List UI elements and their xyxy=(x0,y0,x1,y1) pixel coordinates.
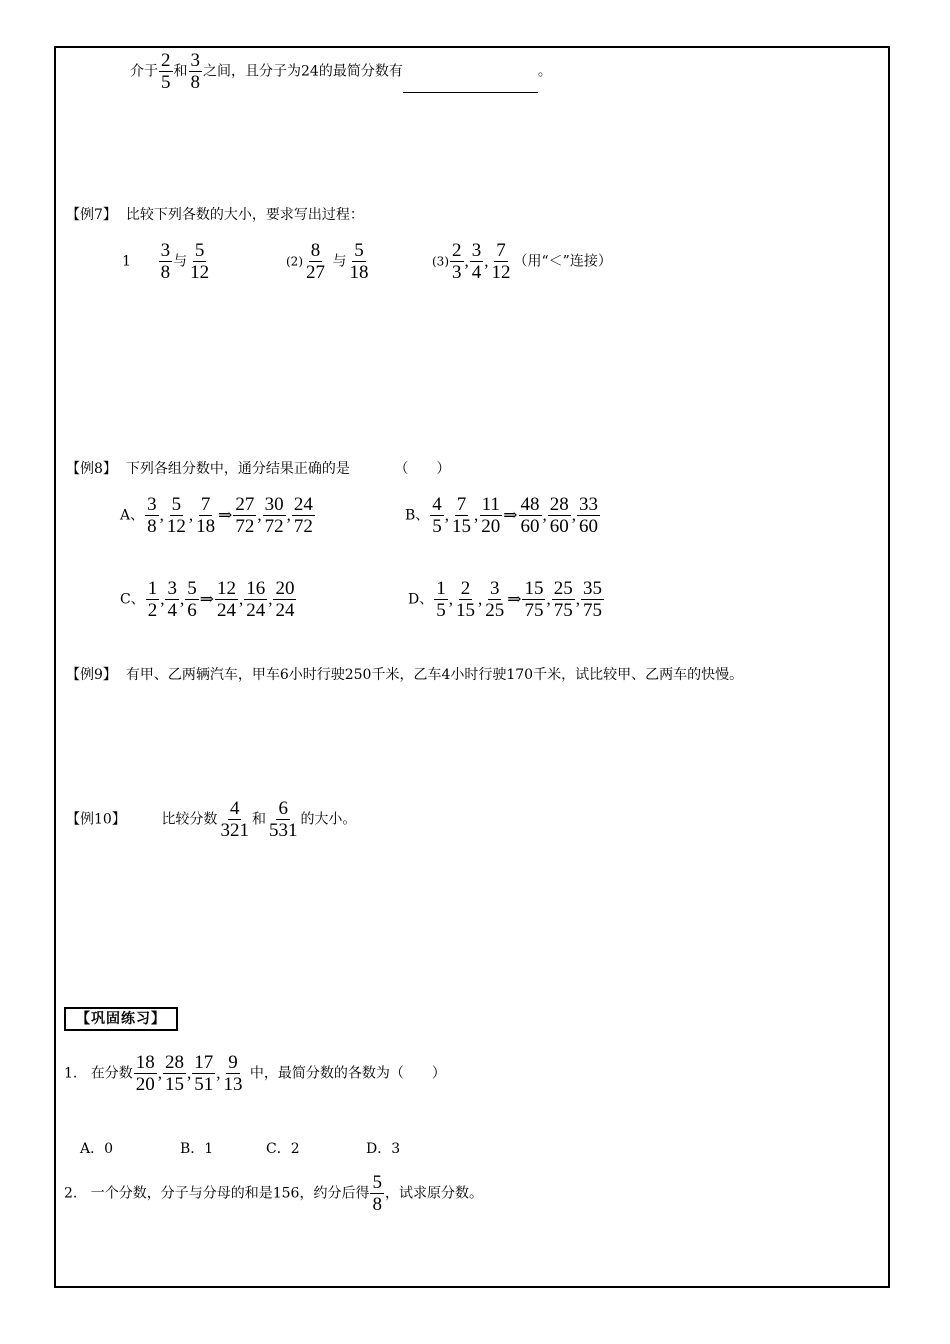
fraction: $\frac{7}{12}$ xyxy=(491,240,511,283)
ex8-option-c[interactable]: C、 $\frac{1}{2}$ , $\frac{3}{4}$ , $\frac{5}{6}$ ⇒ $\frac{12}{24}$ , $\frac{16}{24}$ , $\frac{20}{24}$ xyxy=(120,578,295,621)
q1-option-b[interactable]: B．1 xyxy=(180,1141,214,1157)
ex10-label: 【例10】 xyxy=(66,811,126,828)
practice-q1: 1. 在分数 $\frac{18}{20}$ , $\frac{28}{15}$ , $\frac{17}{51}$ , $\frac{9}{13}$ 中，最简分数的各数为（ ） xyxy=(64,1052,446,1095)
q2-prefix: 一个分数，分子与分母的和是156，约分后得 xyxy=(90,1185,370,1202)
intro-suffix: 之间，且分子为24的最简分数有 xyxy=(203,63,403,80)
fraction: $\frac{2}{3}$ xyxy=(452,240,462,283)
fraction: $\frac{5}{18}$ xyxy=(349,240,369,283)
ex10-line: 【例10】 比较分数 $\frac{4}{321}$ 和 $\frac{6}{531}$ 的大小。 xyxy=(66,798,357,841)
q2-number: 2. xyxy=(64,1185,78,1202)
ex8-text: 下列各组分数中，通分结果正确的是 xyxy=(125,461,350,477)
ex7-label: 【例7】 xyxy=(66,207,117,223)
intro-prefix: 介于 xyxy=(130,63,158,80)
fraction: $\frac{4}{321}$ xyxy=(220,798,249,841)
practice-title: 【巩固练习】 xyxy=(64,1007,178,1031)
practice-q2 xyxy=(64,1172,483,1215)
ex10-suffix: 的大小。 xyxy=(300,811,357,828)
answer-blank[interactable] xyxy=(403,78,538,93)
ex9-label: 【例9】 xyxy=(66,667,117,683)
ex8-option-a[interactable]: A、 $\frac{3}{8}$ , $\frac{5}{12}$ , $\frac{7}{18}$ ⇒ $\frac{27}{72}$ , $\frac{30}{72}$ , $\frac{24}{72}$ xyxy=(120,494,313,537)
fraction: $\frac{5}{8}$ xyxy=(372,1172,382,1215)
q2-suffix: ，试求原分数。 xyxy=(384,1185,483,1202)
fraction: $\frac{3}{8}$ xyxy=(160,240,171,283)
intro-and: 和 xyxy=(173,63,188,80)
ex7-heading xyxy=(66,206,364,224)
ex8-option-b[interactable]: B、 $\frac{4}{5}$ , $\frac{7}{15}$ , $\frac{11}{20}$ ⇒ $\frac{48}{60}$ , $\frac{28}{60}$ , $\frac{33}{60}$ xyxy=(405,494,599,537)
ex9-text: 有甲、乙两辆汽车，甲车6小时行驶250千米，乙车4小时行驶170千米，试比较甲、乙两车的快慢。 xyxy=(125,667,744,683)
ex7-text: 比较下列各数的大小，要求写出过程： xyxy=(125,207,364,223)
fraction: $\frac{3}{8}$ xyxy=(190,50,200,93)
ex10-prefix: 比较分数 xyxy=(161,811,218,828)
ex7-part1: 1 $\frac{3}{8}$ 与 $\frac{5}{12}$ xyxy=(122,240,210,283)
ex8-heading xyxy=(66,460,450,478)
q1-option-a[interactable]: A．0 xyxy=(80,1141,114,1157)
fraction: $\frac{6}{531}$ xyxy=(268,798,298,841)
ex8-option-d[interactable]: D、 $\frac{1}{5}$ , $\frac{2}{15}$ , $\frac{3}{25}$ ⇒ $\frac{15}{75}$ , $\frac{25}{75}$ , $\frac{35}{75}$ xyxy=(408,578,602,621)
q1-number: 1. xyxy=(64,1065,78,1082)
q1-option-c[interactable]: C．2 xyxy=(266,1141,300,1157)
ex8-paren: （ ） xyxy=(394,461,451,477)
ex9-line xyxy=(66,666,743,684)
q1-option-d[interactable]: D．3 xyxy=(366,1141,401,1157)
fraction: $\frac{3}{4}$ xyxy=(471,240,482,283)
intro-line: 介于 $\frac{2}{5}$ 和 $\frac{3}{8}$ 之间，且分子为24的最简分数有 。 xyxy=(130,50,552,93)
ex7-part2: (2) $\frac{8}{27}$ 与 $\frac{5}{18}$ xyxy=(286,240,369,283)
ex8-label: 【例8】 xyxy=(66,461,117,477)
fraction: $\frac{8}{27}$ xyxy=(306,240,325,283)
q1-suffix: 中，最简分数的各数为（ ） xyxy=(249,1065,446,1082)
ex7-part3: (3) $\frac{2}{3}$ , $\frac{3}{4}$ , $\frac{7}{12}$ （用“＜”连接） xyxy=(432,240,612,283)
fraction: $\frac{2}{5}$ xyxy=(161,50,171,93)
fraction: $\frac{5}{12}$ xyxy=(190,240,210,283)
q1-prefix: 在分数 xyxy=(90,1065,133,1082)
ex7-note: （用“＜”连接） xyxy=(513,253,612,270)
